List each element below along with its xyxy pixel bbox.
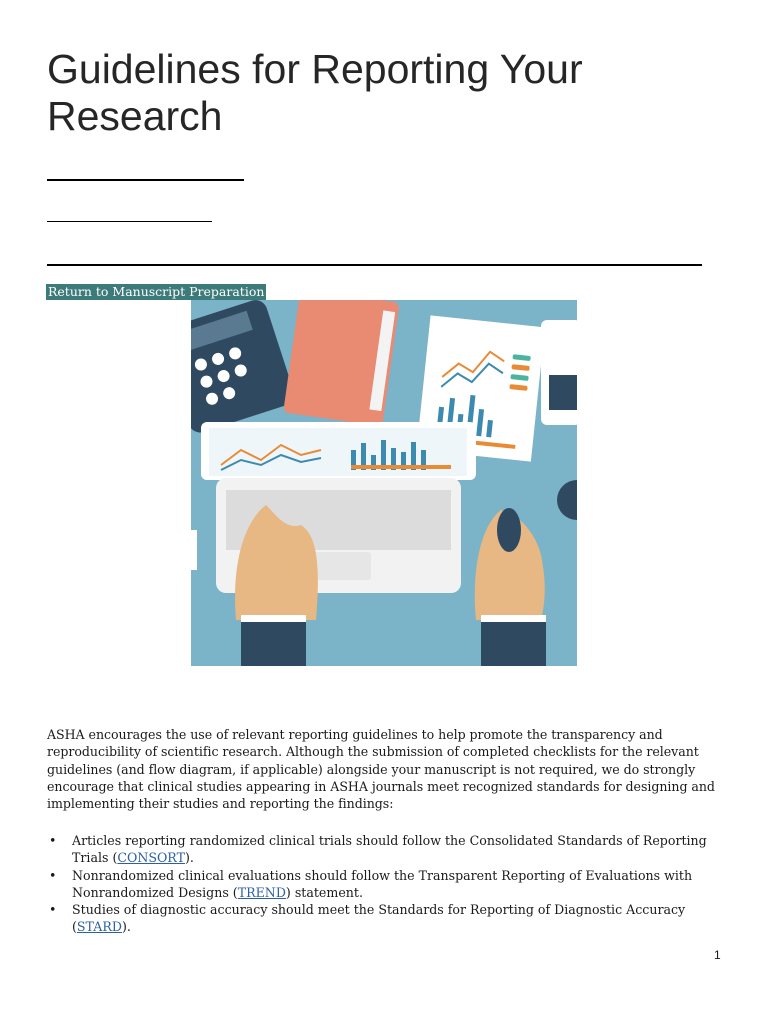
list-item-text-end: ) statement. [285,884,363,900]
page-title: Guidelines for Reporting Your Research [47,46,583,139]
consort-link[interactable]: CONSORT [117,850,185,866]
bullet-icon: • [49,902,57,918]
list-item [47,901,737,936]
list-item-text-end: ). [121,919,131,935]
bullet-icon: • [49,867,57,883]
list-item [47,867,737,902]
list-item-text: Articles reporting randomized clinical trials should follow the Consolidated Standards of Reporting Trials ( [72,833,707,866]
trend-link[interactable]: TREND [237,884,286,900]
divider-short [47,179,244,181]
return-to-manuscript-link[interactable]: Return to Manuscript Preparation [48,284,265,299]
list-item-text-end: ). [184,850,194,866]
stard-link[interactable]: STARD [76,919,122,935]
list-item [47,832,737,867]
bullet-icon: • [49,833,57,848]
list-item-text: Studies of diagnostic accuracy should meet the Standards for Reporting of Diagnostic Accuracy ( [72,902,686,935]
laptop-analytics-illustration [191,300,577,666]
guideline-list [47,832,737,936]
divider-long [47,264,702,266]
list-item-text: Nonrandomized clinical evaluations should follow the Transparent Reporting of Evaluations with Nonrandomized Designs ( [72,867,693,900]
intro-paragraph: ASHA encourages the use of relevant reporting guidelines to help promote the transparency and reproducibility of scientific research. Although the submission of completed checklists for the relevant guidelines (and flow diagram, if applicable) alongside your manuscript is not required, we do strongly encourage that clinical studies appearing in ASHA journals meet recognized standards for designing and implementing their studies and reporting the findings: [47,727,715,812]
page-number: 1 [714,948,721,962]
divider-shorter [47,221,212,222]
